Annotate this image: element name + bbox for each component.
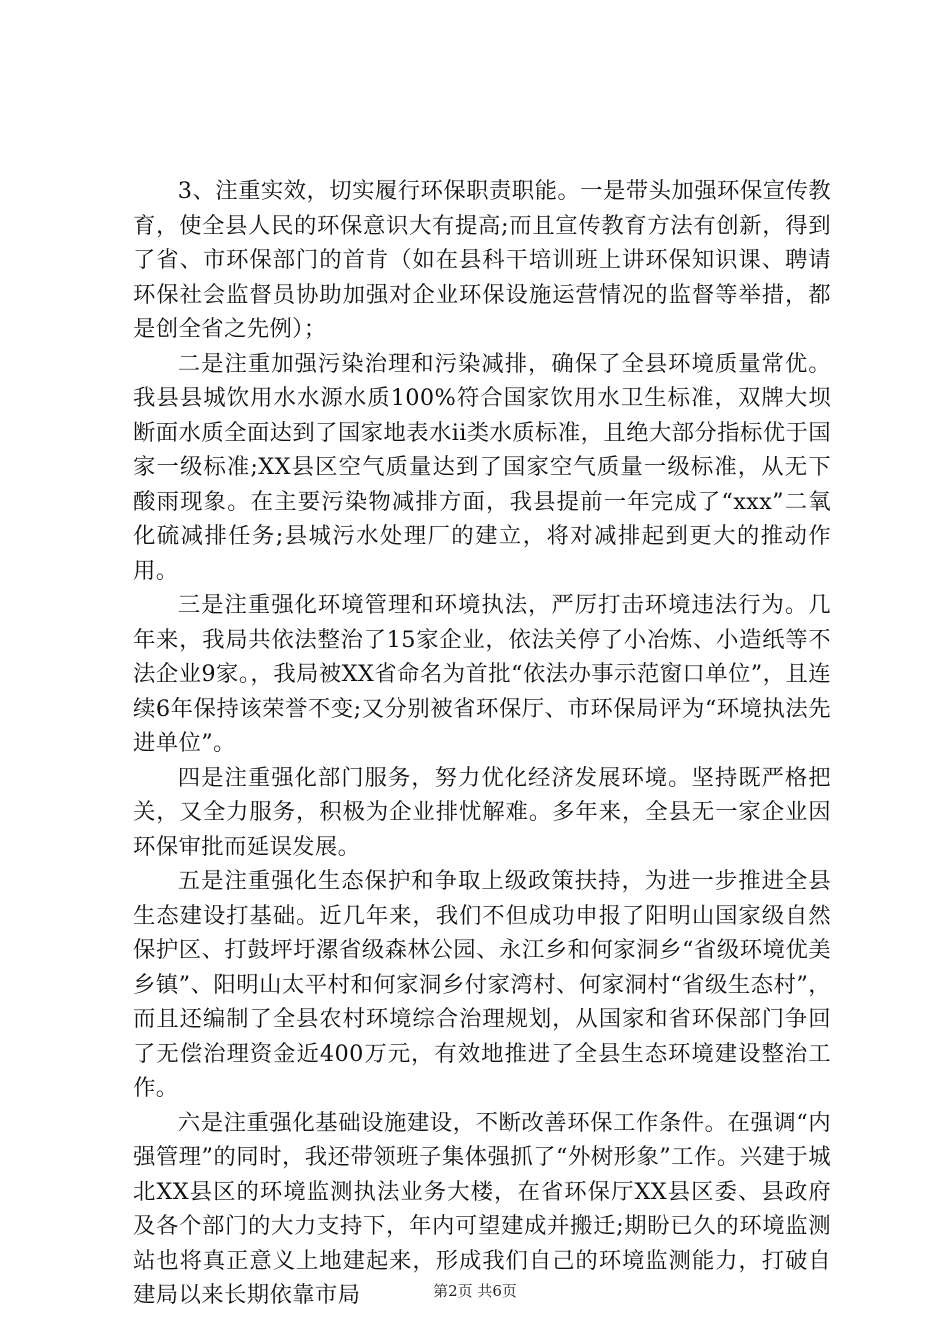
paragraph-5: 五是注重强化生态保护和争取上级政策扶持，为进一步推进全县生态建设打基础。近几年来，我们不但成功申报了阳明山国家级自然保护区、打鼓坪圩漯省级森林公园、永江乡和何家洞乡“省级环境优美乡镇”、阳明山太平村和何家洞乡付家湾村、何家洞村“省级生态村”，而且还编制了全县农村环境综合治理规划，从国家和省环保部门争回了无偿治理资金近400万元，有效地推进了全县生态环境建设整治工作。 bbox=[133, 868, 831, 1101]
page-number-footer: 第2页 共6页 bbox=[433, 1282, 517, 1300]
paragraph-4: 四是注重强化部门服务，努力优化经济发展环境。坚持既严格把关，又全力服务，积极为企业排忧解难。多年来，全县无一家企业因环保审批而延误发展。 bbox=[133, 764, 831, 860]
document-body bbox=[133, 174, 831, 1313]
paragraph-3: 三是注重强化环境管理和环境执法，严厉打击环境违法行为。几年来，我局共依法整治了15家企业，依法关停了小冶炼、小造纸等不法企业9家。，我局被XX省命名为首批“依法办事示范窗口单位”，且连续6年保持该荣誉不变;又分别被省环保厅、市环保局评为“环境执法先进单位”。 bbox=[133, 592, 831, 756]
paragraph-6: 六是注重强化基础设施建设，不断改善环保工作条件。在强调“内强管理”的同时，我还带领班子集体强抓了“外树形象”工作。兴建于城北XX县区的环境监测执法业务大楼，在省环保厅XX县区委、县政府及各个部门的大力支持下，年内可望建成并搬迁;期盼已久的环境监测站也将真正意义上地建起来，形成我们自己的环境监测能力，打破自建局以来长期依靠市局 bbox=[133, 1109, 831, 1308]
paragraph-2: 二是注重加强污染治理和污染减排，确保了全县环境质量常优。我县县城饮用水水源水质100%符合国家饮用水卫生标准，双牌大坝断面水质全面达到了国家地表水ii类水质标准，且绝大部分指标优于国家一级标准;XX县区空气质量达到了国家空气质量一级标准，从无下酸雨现象。在主要污染物减排方面，我县提前一年完成了“xxx”二氧化硫减排任务;县城污水处理厂的建立，将对减排起到更大的推动作用。 bbox=[133, 350, 831, 584]
paragraph-1: 3、注重实效，切实履行环保职责职能。一是带头加强环保宣传教育，使全县人民的环保意识大有提高;而且宣传教育方法有创新，得到了省、市环保部门的首肯（如在县科干培训班上讲环保知识课、聘请环保社会监督员协助加强对企业环保设施运营情况的监督等举措，都是创全省之先例）； bbox=[133, 178, 831, 342]
